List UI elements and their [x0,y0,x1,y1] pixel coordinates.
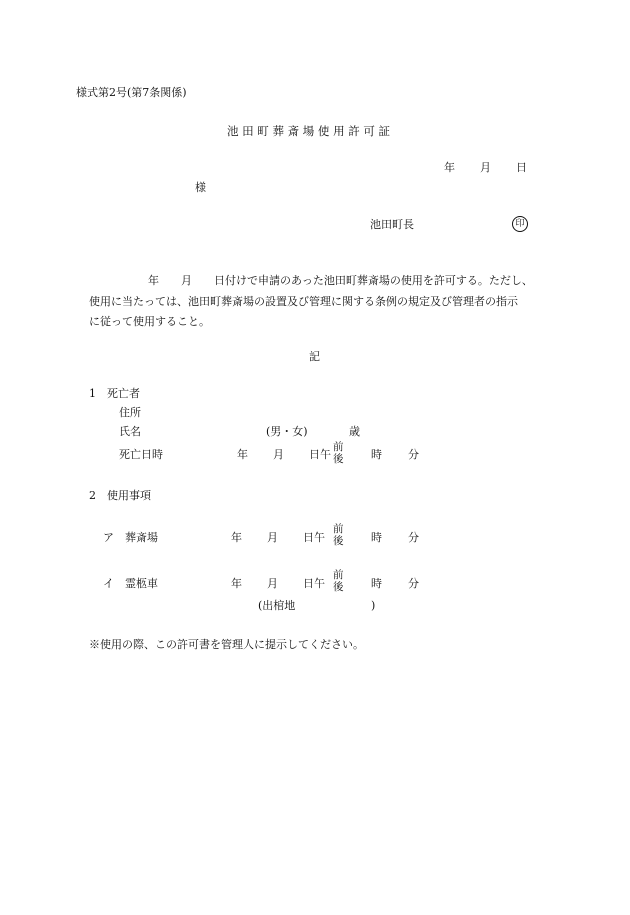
am-label: 前 [333,441,344,453]
item-a-day: 日 [303,531,314,544]
item-a-month: 月 [267,531,278,544]
date-year: 年 [444,161,455,174]
body-line-2: 使用に当たっては、池田町葬斎場の設置及び管理に関する条例の規定及び管理者の指示 [89,295,518,308]
death-datetime-label: 死亡日時 [119,448,163,461]
departure-place-open: (出棺地 [258,599,296,612]
gender-choice: (男・女) [266,425,308,438]
item-a-am-pm [333,523,344,547]
item-i-minute: 分 [408,577,419,590]
address-label: 住所 [119,406,141,419]
form-number: 様式第2号(第7条関係) [76,86,187,99]
item-i-am-pm [333,569,344,593]
usage-note: ※使用の際、この許可書を管理人に提示してください。 [89,638,364,651]
item-a-noon: 午 [314,531,325,544]
seal-mark: 印 [512,216,528,232]
item-i-month: 月 [267,577,278,590]
departure-place-close: ) [371,599,376,612]
addressee-suffix: 様 [195,181,206,194]
section2-heading: 2 使用事項 [89,489,151,502]
issuer-name: 池田町長 [370,218,414,231]
item-a-label: ア 葬斎場 [103,531,158,544]
section1-heading: 1 死亡者 [89,387,140,400]
death-month: 月 [273,448,284,461]
item-i-label: イ 霊柩車 [103,577,158,590]
pm-label: 後 [333,453,344,465]
name-label: 氏名 [119,425,141,438]
death-minute: 分 [408,448,419,461]
pm-label: 後 [333,581,344,593]
item-a-hour: 時 [371,531,382,544]
item-i-noon: 午 [314,577,325,590]
item-i-day: 日 [303,577,314,590]
am-label: 前 [333,569,344,581]
death-am-pm [333,441,344,465]
body-line-3: に従って使用すること。 [89,315,210,328]
item-i-year: 年 [231,577,242,590]
document-title: 池 田 町 葬 斎 場 使 用 許 可 証 [227,124,391,138]
death-day: 日 [309,448,320,461]
item-a-minute: 分 [408,531,419,544]
death-noon: 午 [320,448,331,461]
pm-label: 後 [333,535,344,547]
body-line-1: 年 月 日付けで申請のあった池田町葬斎場の使用を許可する。ただし、 [148,274,533,287]
death-year: 年 [237,448,248,461]
ki-heading: 記 [309,350,320,363]
date-month: 月 [480,161,491,174]
item-a-year: 年 [231,531,242,544]
death-hour: 時 [371,448,382,461]
am-label: 前 [333,523,344,535]
date-day: 日 [516,161,527,174]
age-unit: 歳 [349,425,360,438]
item-i-hour: 時 [371,577,382,590]
